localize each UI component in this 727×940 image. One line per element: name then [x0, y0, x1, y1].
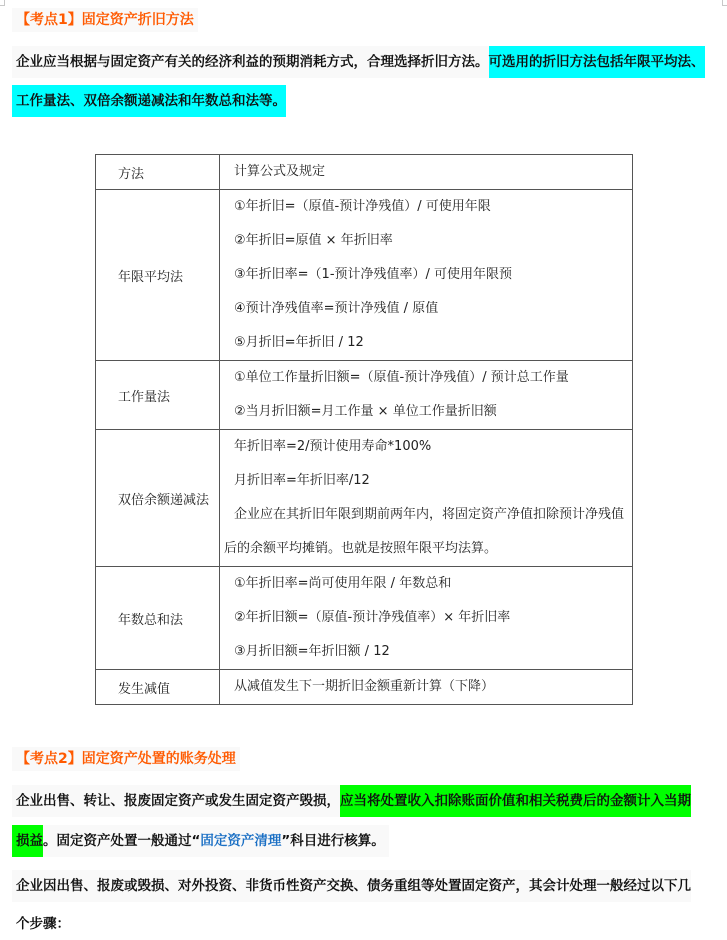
rule-line: 从减值发生下一期折旧金额重新计算（下降）	[234, 679, 495, 694]
rule-line: ①单位工作量折旧额=（原值-预计净残值）/ 预计总工作量	[234, 370, 569, 385]
table-row	[96, 190, 633, 361]
section2-paragraph2-text: 个步骤：	[16, 916, 70, 932]
section1-heading: 【考点1】固定资产折旧方法	[12, 8, 198, 32]
rule-line: ②年折旧=原值 × 年折旧率	[234, 233, 393, 248]
rule-line: ②当月折旧额=月工作量 × 单位工作量折旧额	[234, 404, 497, 419]
section2-paragraph2-text: 企业因出售、报废或毁损、对外投资、非货币性资产交换、债务重组等处置固定资产，其会计处理一般经过以下几	[12, 870, 691, 902]
table-row	[96, 670, 633, 705]
section2-paragraph1-rest: 。固定资产处置一般通过“固定资产清理”科目进行核算。	[43, 825, 389, 857]
page-corner-mark	[0, 0, 5, 6]
table-row	[96, 430, 633, 567]
section2-paragraph2-line1	[12, 870, 691, 902]
table-cell-method: 年限平均法	[96, 190, 220, 361]
table-cell-rules	[220, 567, 633, 670]
rule-line: ①年折旧率=尚可使用年限 / 年数总和	[234, 576, 452, 591]
rule-line: ③月折旧额=年折旧额 / 12	[234, 644, 390, 659]
fixed-asset-clearing-link[interactable]: 固定资产清理	[200, 833, 282, 849]
rule-line: 月折旧率=年折旧率/12	[234, 473, 370, 488]
section1-paragraph-plain: 企业应当根据与固定资产有关的经济利益的预期消耗方式，合理选择折旧方法。	[12, 46, 489, 78]
section2-paragraph1-highlight: 损益	[12, 825, 43, 857]
table-cell-rules	[220, 361, 633, 430]
section2-paragraph1-line1	[12, 785, 691, 817]
section2-paragraph2-line2	[12, 908, 70, 940]
table-header-method: 方法	[96, 155, 220, 190]
section1-paragraph-line1	[12, 46, 705, 78]
rule-line: ②年折旧额=（原值-预计净残值率）× 年折旧率	[234, 610, 511, 625]
table-cell-rules	[220, 670, 633, 705]
table-row	[96, 361, 633, 430]
table-row	[96, 567, 633, 670]
rule-line: ①年折旧=（原值-预计净残值）/ 可使用年限	[234, 199, 491, 214]
table-cell-rules	[220, 430, 633, 567]
table-header-row	[96, 155, 633, 190]
section2-paragraph1-line2	[12, 825, 389, 857]
depreciation-methods-table	[95, 154, 633, 705]
rule-line: ⑤月折旧=年折旧 / 12	[234, 335, 364, 350]
section2-heading: 【考点2】固定资产处置的账务处理	[12, 747, 240, 771]
table-cell-rules	[220, 190, 633, 361]
section1-paragraph-highlight: 可选用的折旧方法包括年限平均法、	[489, 46, 705, 78]
table-cell-method: 工作量法	[96, 361, 220, 430]
table-header-rule: 计算公式及规定	[220, 155, 633, 190]
section2-paragraph1-plain: 企业出售、转让、报废固定资产或发生固定资产毁损，	[12, 785, 340, 817]
section1-paragraph-highlight: 工作量法、双倍余额递减法和年数总和法等。	[12, 85, 286, 117]
section2-paragraph1-highlight: 应当将处置收入扣除账面价值和相关税费后的金额计入当期	[340, 785, 691, 817]
rule-line: ④预计净残值率=预计净残值 / 原值	[234, 301, 439, 316]
table-cell-method: 双倍余额递减法	[96, 430, 220, 567]
table-cell-method: 年数总和法	[96, 567, 220, 670]
rule-line: 后的余额平均摊销。也就是按照年限平均法算。	[224, 541, 498, 556]
rule-line: 企业应在其折旧年限到期前两年内，将固定资产净值扣除预计净残值	[234, 507, 625, 522]
table-cell-method: 发生减值	[96, 670, 220, 705]
section1-paragraph-line2	[12, 85, 286, 117]
rule-line: ③年折旧率=（1-预计净残值率）/ 可使用年限预	[234, 267, 513, 282]
rule-line: 年折旧率=2/预计使用寿命*100%	[234, 439, 432, 454]
page-corner-mark	[722, 0, 727, 6]
